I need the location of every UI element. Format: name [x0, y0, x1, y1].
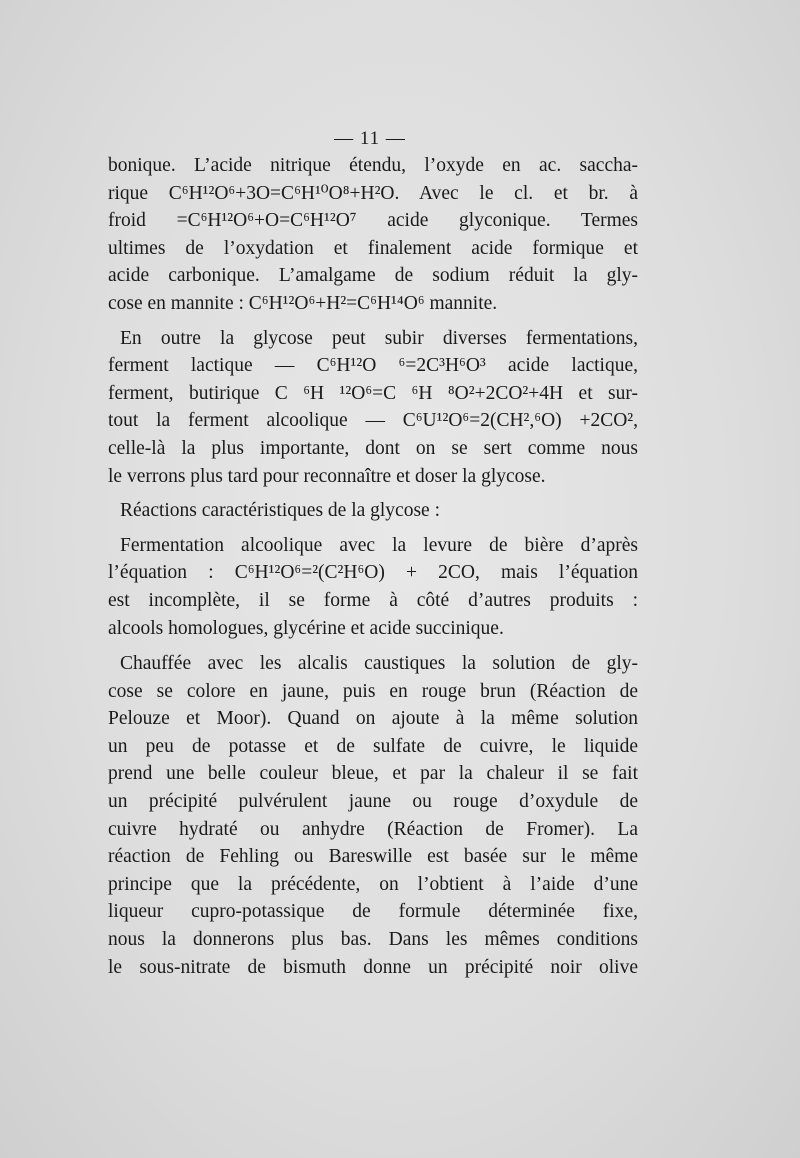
text-line: ferment, butirique C ⁶H ¹²O⁶=C ⁶H ⁸O²+2CO²+4H et sur- [108, 382, 638, 404]
text-line: principe que la précédente, on l’obtient à l’aide d’une [108, 873, 638, 895]
text-line: tout la ferment alcoolique — C⁶U¹²O⁶=2(CH²,⁶O) +2CO², [108, 410, 638, 432]
text-line: En outre la glycose peut subir diverses fermentations, [120, 327, 638, 349]
text-line: Chauffée avec les alcalis caustiques la solution de gly- [120, 653, 638, 675]
paragraph-fermentations [108, 325, 638, 491]
text-line: cose en mannite : C⁶H¹²O⁶+H²=C⁶H¹⁴O⁶ mannite. [108, 292, 498, 314]
paragraph-heading-reactions [108, 497, 638, 525]
paragraph-alcoholic-fermentation [108, 532, 638, 642]
paragraph-oxidation [108, 152, 638, 318]
text-line: ferment lactique — C⁶H¹²O ⁶=2C³H⁶O³ acide lactique, [108, 355, 638, 377]
text-line: un précipité pulvérulent jaune ou rouge d’oxydule de [108, 791, 638, 813]
text-line: l’équation : C⁶H¹²O⁶=²(C²H⁶O) + 2CO, mais l’équation [108, 562, 638, 584]
page-number: — 11 — [334, 128, 406, 149]
text-line: nous la donnerons plus bas. Dans les mêmes conditions [108, 929, 638, 951]
text-line: alcools homologues, glycérine et acide succinique. [108, 617, 504, 639]
text-line: bonique. L’acide nitrique étendu, l’oxyde en ac. saccha- [108, 155, 638, 176]
text-line: Réactions caractéristiques de la glycose : [120, 500, 440, 522]
text-line: acide carbonique. L’amalgame de sodium réduit la gly- [108, 265, 638, 287]
text-line: rique C⁶H¹²O⁶+3O=C⁶H¹⁰O⁸+H²O. Avec le cl. et br. à [108, 182, 638, 204]
text-line: un peu de potasse et de sulfate de cuivre, le liquide [108, 735, 638, 757]
text-line: cose se colore en jaune, puis en rouge brun (Réaction de [108, 680, 638, 702]
text-line: Pelouze et Moor). Quand on ajoute à la même solution [108, 708, 638, 730]
text-line: prend une belle couleur bleue, et par la chaleur il se fait [108, 763, 638, 785]
paragraph-alkali-reactions [108, 650, 638, 981]
text-line: le sous-nitrate de bismuth donne un précipité noir olive [108, 956, 638, 978]
text-line: est incomplète, il se forme à côté d’autres produits : [108, 589, 638, 611]
text-line: liqueur cupro-potassique de formule déterminée fixe, [108, 901, 638, 923]
text-line: le verrons plus tard pour reconnaître et doser la glycose. [108, 465, 546, 487]
text-line: froid =C⁶H¹²O⁶+O=C⁶H¹²O⁷ acide glyconique. Termes [108, 210, 638, 232]
text-line: réaction de Fehling ou Bareswille est basée sur le même [108, 846, 638, 868]
text-line: ultimes de l’oxydation et finalement acide formique et [108, 237, 638, 259]
body-text [108, 152, 638, 981]
text-line: Fermentation alcoolique avec la levure de bière d’après [120, 534, 638, 556]
text-line: celle-là la plus importante, dont on se sert comme nous [108, 437, 638, 459]
text-line: cuivre hydraté ou anhydre (Réaction de Fromer). La [108, 818, 638, 840]
